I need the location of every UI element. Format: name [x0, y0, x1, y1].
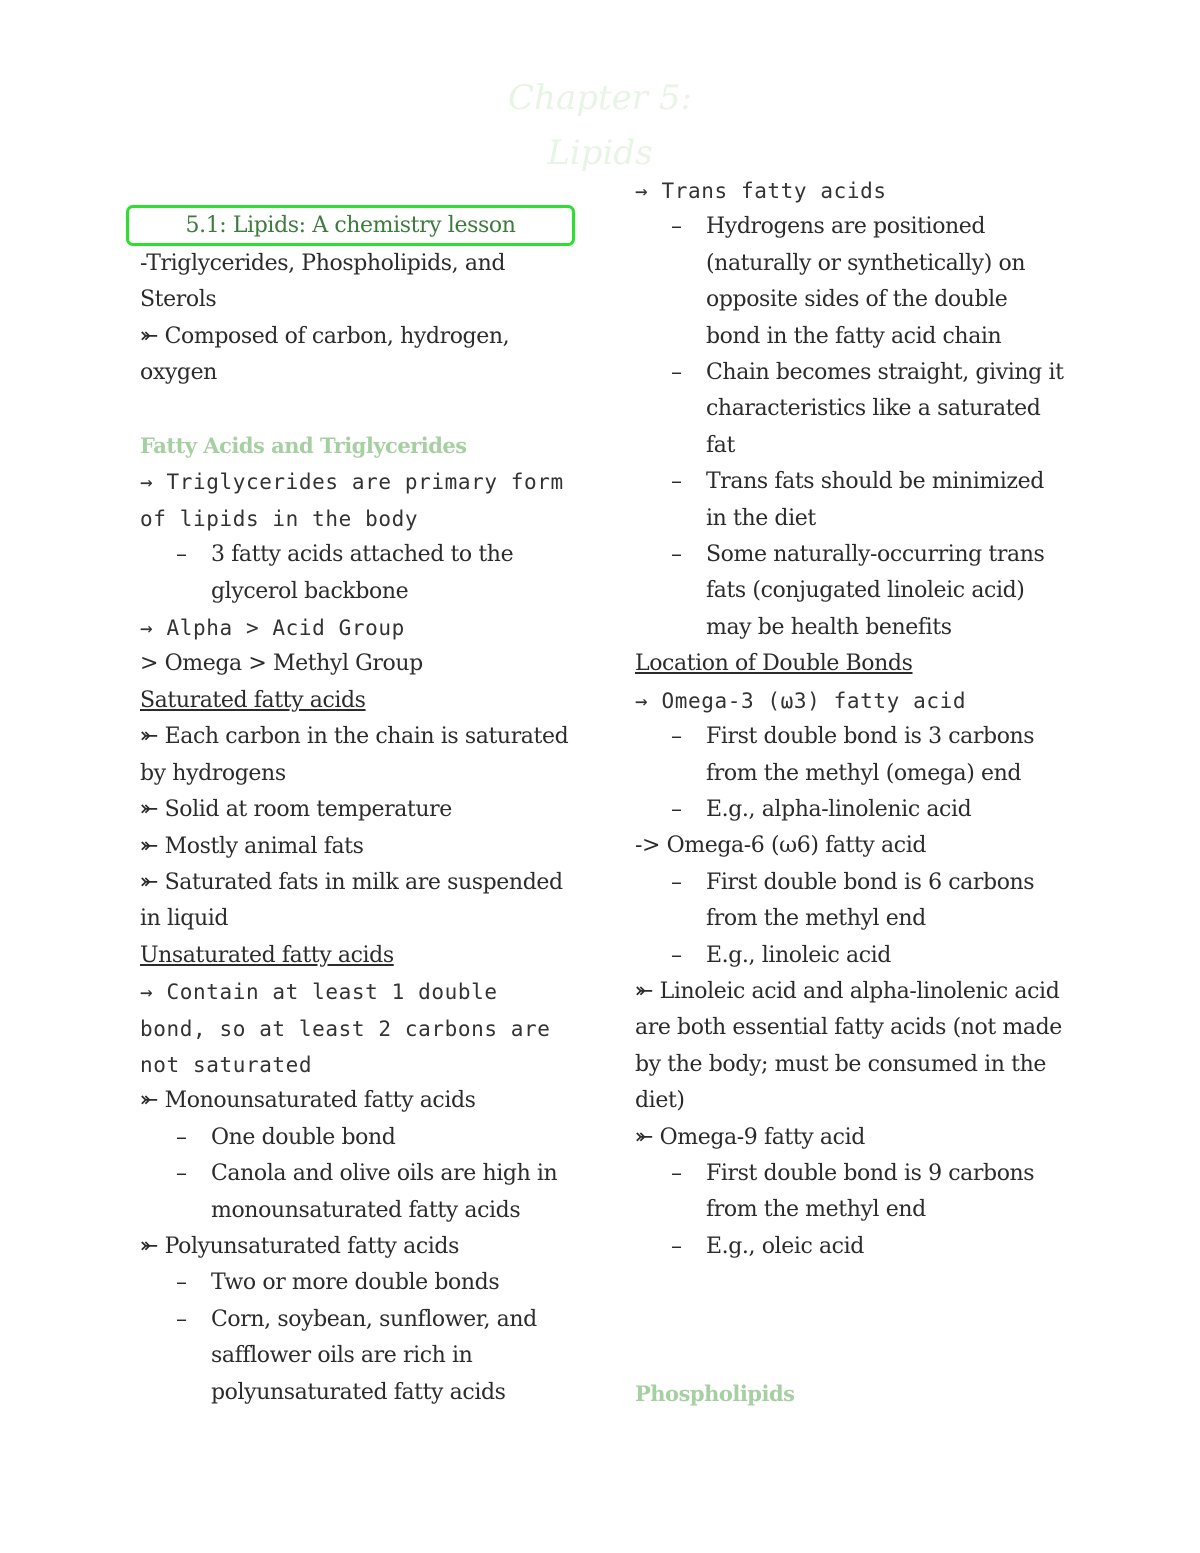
- bullet-line: ⤜ Omega-9 fatty acid: [635, 1124, 865, 1150]
- bullet-line: ⤜ Solid at room temperature: [140, 797, 452, 823]
- dash-marker: –: [671, 542, 682, 568]
- text-line: of lipids in the body: [140, 506, 419, 531]
- text-line: oxygen: [140, 360, 217, 386]
- dash-marker: –: [176, 1306, 187, 1332]
- text-line: fat: [706, 432, 735, 458]
- text-line: by hydrogens: [140, 760, 286, 786]
- text-line: from the methyl end: [706, 906, 926, 932]
- text-line: bond in the fatty acid chain: [706, 323, 1002, 349]
- text-line: from the methyl end: [706, 1197, 926, 1223]
- text-line: glycerol backbone: [211, 578, 409, 604]
- section-heading-phospholipids: Phospholipids: [635, 1381, 795, 1406]
- dash-item: – E.g., linoleic acid: [635, 938, 1065, 974]
- dash-marker: –: [671, 796, 682, 822]
- dash-marker: –: [671, 869, 682, 895]
- dash-marker: –: [671, 724, 682, 750]
- text-line: characteristics like a saturated: [706, 396, 1041, 422]
- dash-item: – Hydrogens are positioned: [635, 209, 1065, 245]
- text-line: opposite sides of the double: [706, 287, 1008, 313]
- text-line: Sterols: [140, 287, 217, 313]
- dash-marker: –: [671, 942, 682, 968]
- text-line: polyunsaturated fatty acids: [211, 1379, 506, 1405]
- text-line: not saturated: [140, 1052, 313, 1077]
- bullet-line: ⤜ Composed of carbon, hydrogen,: [140, 323, 510, 349]
- dash-marker: –: [671, 214, 682, 240]
- text-line: are both essential fatty acids (not made: [635, 1015, 1062, 1041]
- subheading: Unsaturated fatty acids: [140, 942, 394, 968]
- bullet-line: ⤜ Polyunsaturated fatty acids: [140, 1233, 459, 1259]
- bullet-line: ⤜ Each carbon in the chain is saturated: [140, 724, 569, 750]
- text-line: safflower oils are rich in: [211, 1343, 473, 1369]
- dash-item: – One double bond: [140, 1120, 580, 1156]
- arrow-line: → Triglycerides are primary form: [140, 470, 564, 495]
- left-column: [140, 246, 580, 1411]
- arrow-line: → Trans fatty acids: [635, 179, 887, 203]
- text-line: in the diet: [706, 505, 816, 531]
- chapter-subtitle: Lipids: [547, 133, 653, 173]
- text-line: -Triglycerides, Phospholipids, and: [140, 251, 506, 276]
- bullet-line: ⤜ Saturated fats in milk are suspended: [140, 869, 563, 895]
- text-line: may be health benefits: [706, 614, 952, 640]
- arrow-line: -> Omega-6 (ω6) fatty acid: [635, 833, 927, 859]
- dash-marker: –: [176, 1270, 187, 1296]
- bullet-line: ⤜ Linoleic acid and alpha-linolenic acid: [635, 978, 1060, 1004]
- text-line: fats (conjugated linoleic acid): [706, 578, 1025, 604]
- text-line: by the body; must be consumed in the: [635, 1051, 1047, 1077]
- dash-marker: –: [671, 1160, 682, 1186]
- text-line: from the methyl (omega) end: [706, 760, 1022, 786]
- dash-item: – E.g., alpha-linolenic acid: [635, 792, 1065, 828]
- text-line: (naturally or synthetically) on: [706, 250, 1026, 276]
- dash-item: – Chain becomes straight, giving it: [635, 355, 1065, 391]
- dash-marker: –: [671, 469, 682, 495]
- blank-line: [140, 392, 580, 428]
- section-heading: Fatty Acids and Triglycerides: [140, 433, 467, 459]
- dash-item: – Two or more double bonds: [140, 1265, 580, 1301]
- bullet-line: ⤜ Mostly animal fats: [140, 833, 364, 859]
- right-column: [635, 173, 1065, 1265]
- dash-item: – E.g., oleic acid: [635, 1229, 1065, 1265]
- dash-marker: –: [176, 1161, 187, 1187]
- text-line: diet): [635, 1088, 685, 1114]
- chapter-title: Chapter 5:: [508, 78, 692, 118]
- dash-marker: –: [671, 1233, 682, 1259]
- dash-item: – 3 fatty acids attached to the: [140, 537, 580, 573]
- dash-item: – Canola and olive oils are high in: [140, 1156, 580, 1192]
- text-line: in liquid: [140, 906, 229, 932]
- dash-item: – Corn, soybean, sunflower, and: [140, 1302, 580, 1338]
- dash-item: – Trans fats should be minimized: [635, 464, 1065, 500]
- text-line: bond, so at least 2 carbons are: [140, 1016, 551, 1041]
- bullet-line: ⤜ Monounsaturated fatty acids: [140, 1088, 476, 1114]
- subheading: Location of Double Bonds: [635, 651, 913, 677]
- dash-item: – Some naturally-occurring trans: [635, 537, 1065, 573]
- arrow-line: → Contain at least 1 double: [140, 980, 498, 1005]
- dash-marker: –: [176, 1124, 187, 1150]
- text-line: > Omega > Methyl Group: [140, 651, 423, 677]
- section-heading-box: 5.1: Lipids: A chemistry lesson: [126, 205, 575, 246]
- subheading: Saturated fatty acids: [140, 687, 366, 713]
- arrow-line: → Omega-3 (ω3) fatty acid: [635, 688, 967, 713]
- dash-item: – First double bond is 3 carbons: [635, 719, 1065, 755]
- dash-item: – First double bond is 9 carbons: [635, 1156, 1065, 1192]
- dash-item: – First double bond is 6 carbons: [635, 865, 1065, 901]
- arrow-line: → Alpha > Acid Group: [140, 616, 405, 641]
- dash-marker: –: [671, 360, 682, 386]
- dash-marker: –: [176, 542, 187, 568]
- text-line: monounsaturated fatty acids: [211, 1197, 521, 1223]
